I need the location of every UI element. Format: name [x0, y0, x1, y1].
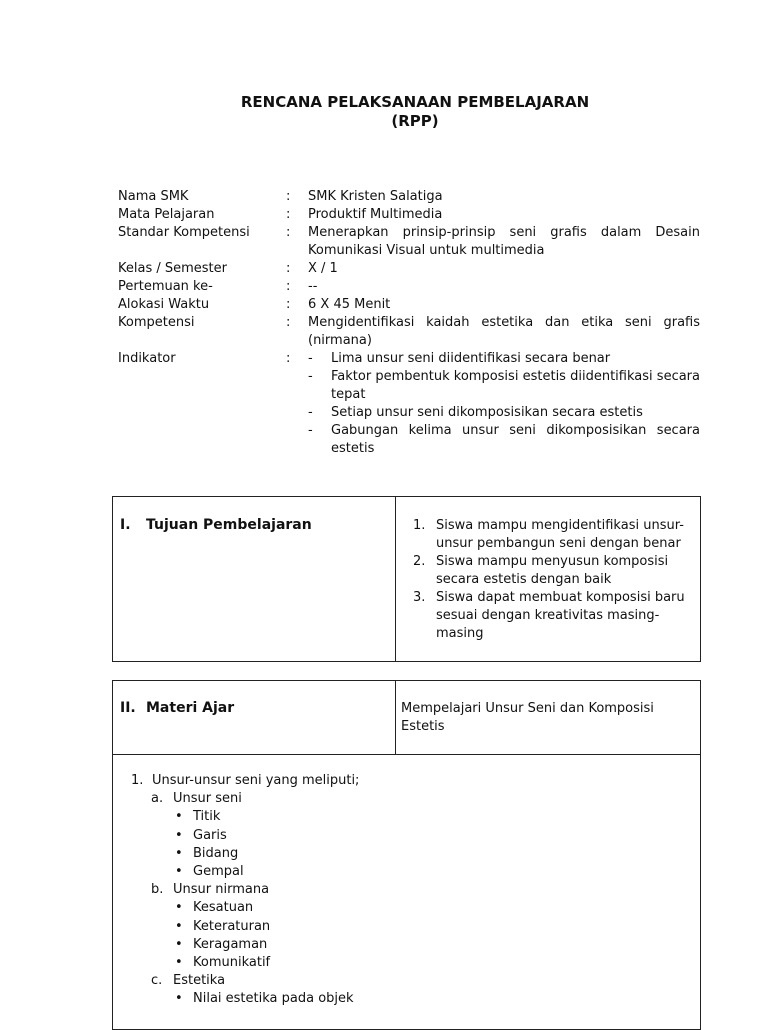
info-value: 6 X 45 Menit — [308, 297, 391, 312]
list-marker: c. — [151, 973, 163, 989]
info-value: X / 1 — [308, 261, 338, 276]
info-label: Alokasi Waktu — [118, 297, 210, 312]
indicator-item: - Lima unsur seni diidentifikasi secara benar — [308, 350, 700, 368]
bullet-item: • Bidang — [131, 845, 359, 863]
list-item — [131, 790, 359, 808]
bullet-item: • Keragaman — [131, 936, 359, 954]
materi-content-list — [131, 772, 359, 1009]
document-title: RENCANA PELAKSANAAN PEMBELAJARAN — [240, 93, 590, 111]
colon: : — [286, 261, 291, 276]
info-label: Nama SMK — [118, 189, 189, 204]
table-divider — [395, 681, 396, 754]
colon: : — [286, 189, 291, 204]
objective-text: Siswa mampu mengidentifikasi unsur-unsur pembangun seni dengan benar — [436, 518, 684, 551]
bullet-item: • Garis — [131, 827, 359, 845]
bullet-item: • Gempal — [131, 863, 359, 881]
indicator-item: - Setiap unsur seni dikomposisikan secara estetis — [308, 404, 700, 422]
colon: : — [286, 279, 291, 294]
table-divider — [395, 497, 396, 661]
info-value: Menerapkan prinsip-prinsip seni grafis dalam Desain Komunikasi Visual untuk multimedia — [308, 225, 700, 258]
bullet-item: • Komunikatif — [131, 954, 359, 972]
list-marker: b. — [151, 882, 164, 898]
list-text: Unsur nirmana — [173, 882, 270, 898]
info-row-indikator — [118, 350, 700, 458]
info-row-kompetensi — [118, 314, 700, 350]
materi-description: Mempelajari Unsur Seni dan Komposisi Estetis — [401, 701, 654, 734]
list-marker: a. — [151, 791, 164, 807]
indicator-item: - Faktor pembentuk komposisi estetis diidentifikasi secara tepat — [308, 368, 700, 404]
section-heading-text: Materi Ajar — [146, 700, 235, 716]
materi-ajar-table — [112, 680, 701, 1030]
section-heading-text: Tujuan Pembelajaran — [146, 517, 312, 533]
bullet-item: • Keteraturan — [131, 918, 359, 936]
info-row-nama-smk — [118, 188, 700, 206]
bullet-item: • Titik — [131, 808, 359, 826]
objective-item — [413, 553, 701, 589]
info-row-pertemuan — [118, 278, 700, 296]
indicator-list — [308, 350, 700, 458]
info-value: SMK Kristen Salatiga — [308, 189, 443, 204]
info-label: Pertemuan ke- — [118, 279, 213, 294]
info-row-kelas-semester — [118, 260, 700, 278]
colon: : — [286, 351, 291, 366]
colon: : — [286, 207, 291, 222]
info-row-alokasi-waktu — [118, 296, 700, 314]
objective-text: Siswa mampu menyusun komposisi secara estetis dengan baik — [436, 554, 669, 587]
objective-number: 3. — [413, 590, 426, 605]
list-text: Unsur-unsur seni yang meliputi; — [152, 773, 360, 788]
identity-section — [118, 188, 700, 458]
objective-number: 1. — [413, 518, 426, 533]
colon: : — [286, 297, 291, 312]
info-value: Mengidentifikasi kaidah estetika dan etika seni grafis (nirmana) — [308, 315, 700, 348]
objective-text: Siswa dapat membuat komposisi baru sesuai dengan kreativitas masing-masing — [436, 590, 685, 641]
list-text: Unsur seni — [173, 791, 242, 807]
objective-item — [413, 589, 701, 643]
colon: : — [286, 315, 291, 330]
section-heading — [120, 700, 234, 716]
bullet-item: • Nilai estetika pada objek — [131, 990, 359, 1008]
objective-item — [413, 517, 701, 553]
list-item — [131, 972, 359, 990]
tujuan-pembelajaran-table — [112, 496, 701, 662]
table-row-divider — [113, 754, 700, 755]
objective-number: 2. — [413, 554, 426, 569]
colon: : — [286, 225, 291, 240]
info-value: Produktif Multimedia — [308, 207, 443, 222]
section-heading — [120, 517, 312, 533]
info-label: Kelas / Semester — [118, 261, 227, 276]
info-label: Standar Kompetensi — [118, 225, 250, 240]
bullet-item: • Kesatuan — [131, 899, 359, 917]
info-row-mata-pelajaran — [118, 206, 700, 224]
info-label: Kompetensi — [118, 315, 195, 330]
section-numeral: II. — [120, 700, 136, 716]
info-label: Mata Pelajaran — [118, 207, 215, 222]
list-text: Estetika — [173, 973, 226, 989]
document-subtitle: (RPP) — [391, 112, 439, 130]
section-numeral: I. — [120, 517, 131, 533]
list-marker: 1. — [131, 773, 144, 788]
indicator-item: - Gabungan kelima unsur seni dikomposisikan secara estetis — [308, 422, 700, 458]
info-value: -- — [308, 279, 318, 294]
list-item — [131, 772, 359, 790]
objective-list — [413, 517, 701, 643]
info-row-standar-kompetensi — [118, 224, 700, 260]
info-label: Indikator — [118, 351, 176, 366]
list-item — [131, 881, 359, 899]
